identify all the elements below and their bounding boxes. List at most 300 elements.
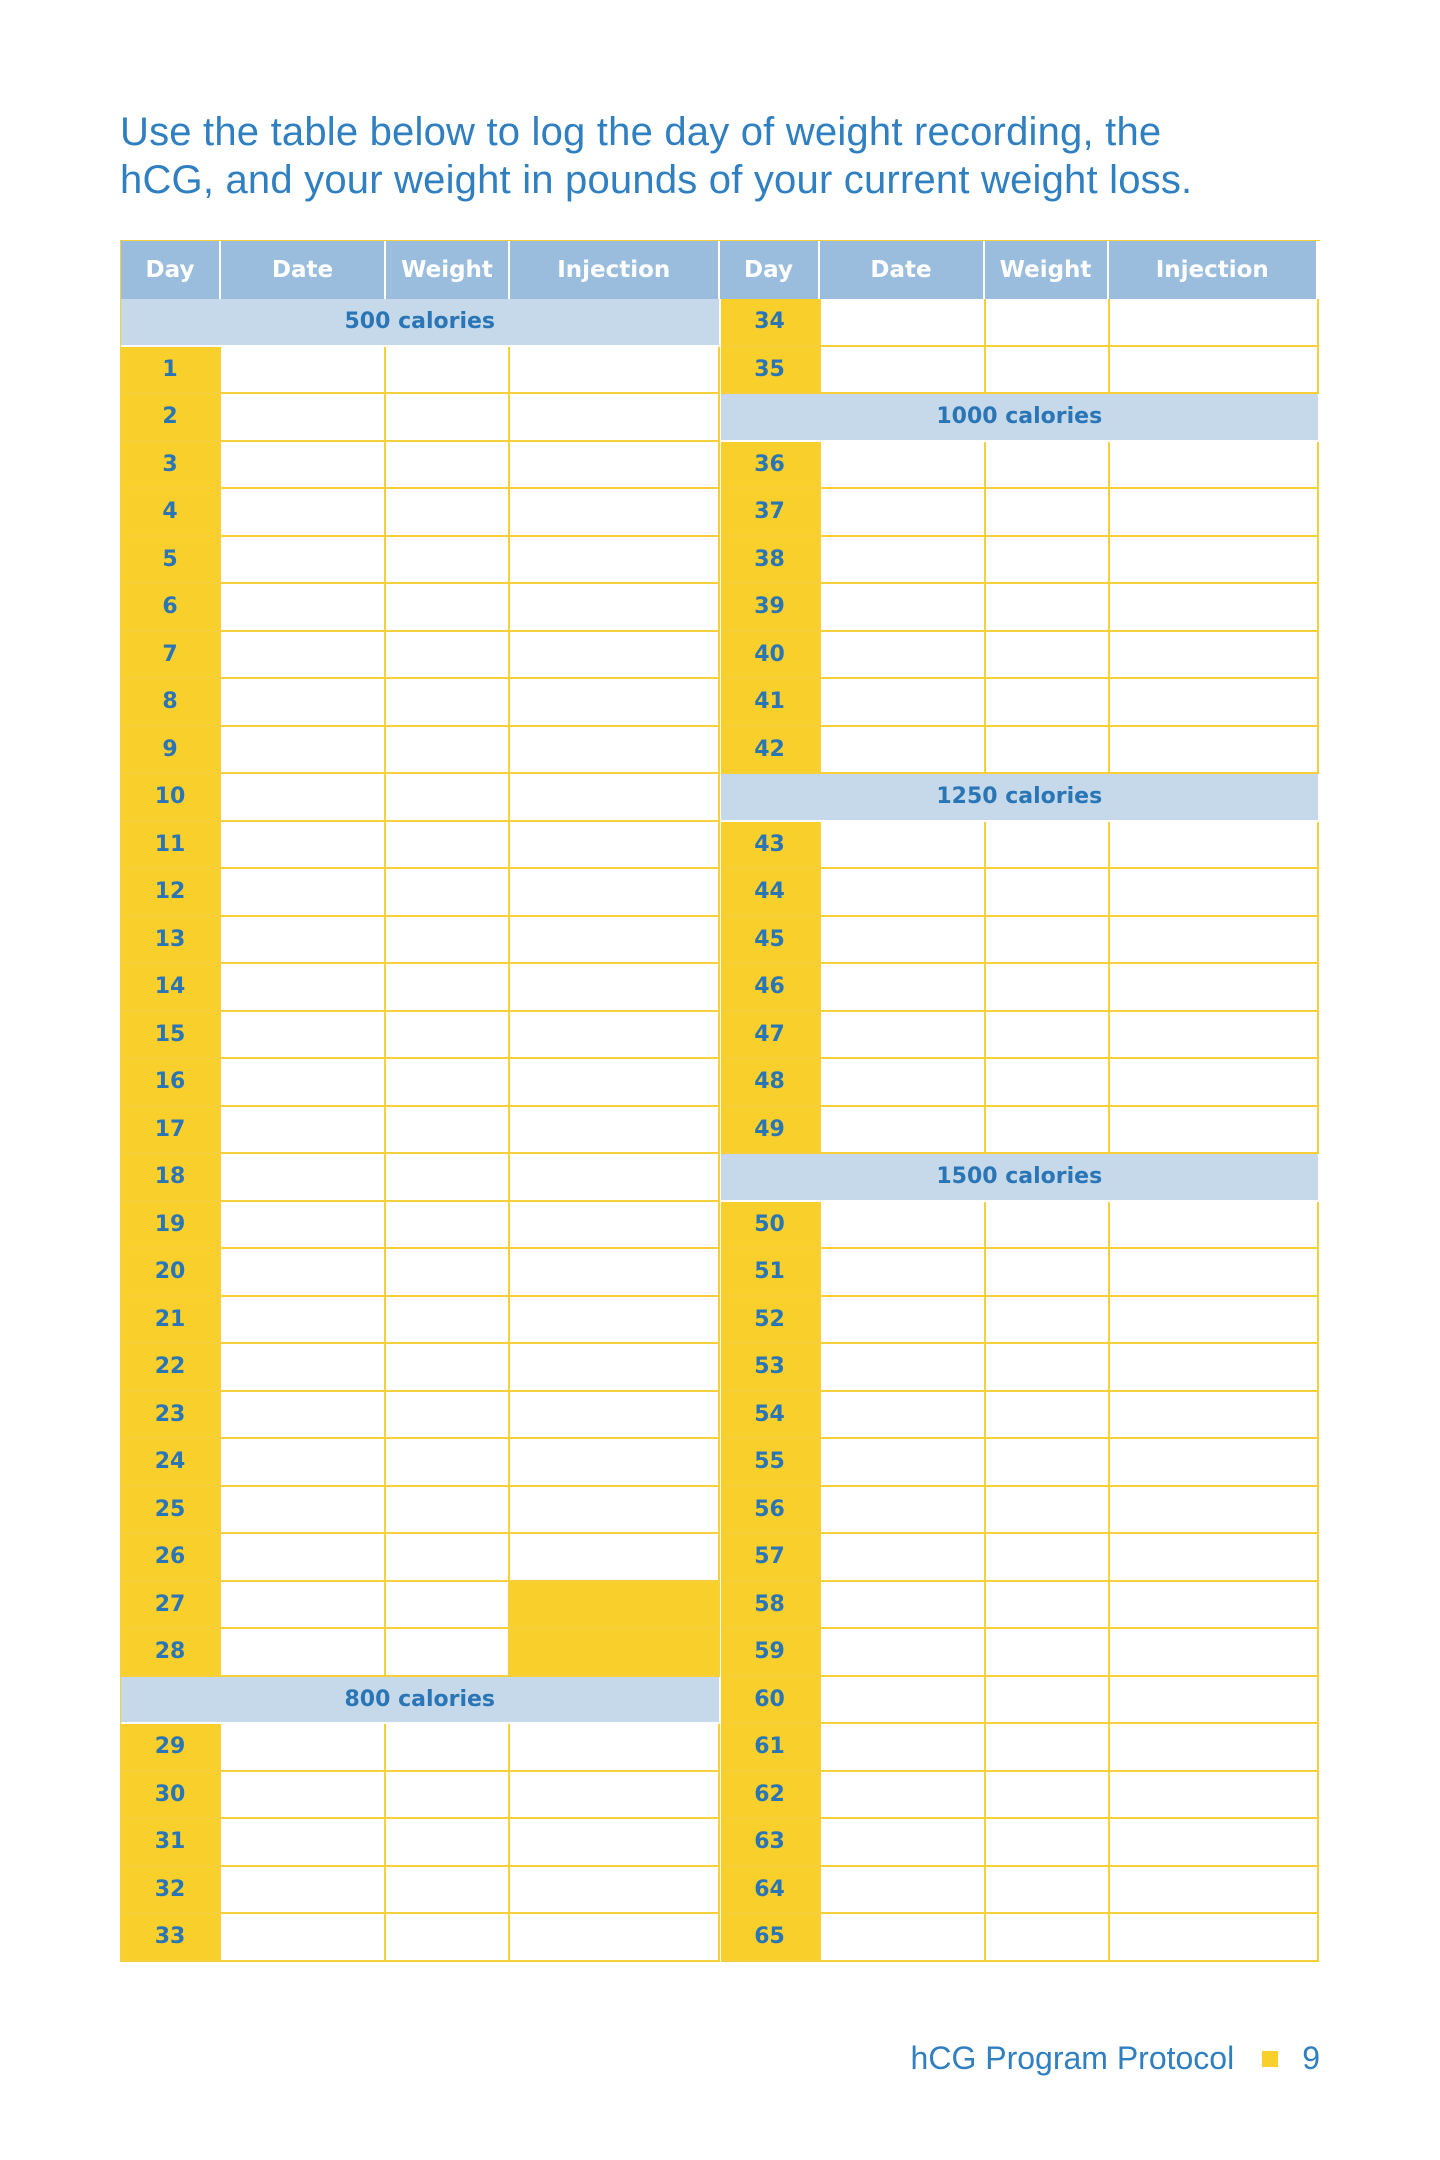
injection-cell[interactable] — [510, 1059, 720, 1107]
weight-cell[interactable] — [386, 442, 510, 490]
date-cell[interactable] — [821, 917, 986, 965]
injection-cell[interactable] — [510, 1344, 720, 1392]
injection-cell[interactable] — [510, 727, 720, 775]
day-number: 13 — [121, 917, 221, 965]
day-number: 54 — [721, 1392, 821, 1440]
injection-cell[interactable] — [1110, 584, 1320, 632]
date-cell[interactable] — [821, 1677, 986, 1725]
table-row — [121, 1724, 1320, 1772]
day-number: 57 — [721, 1534, 821, 1582]
left-half — [121, 394, 721, 442]
day-number: 20 — [121, 1249, 221, 1297]
day-number: 14 — [121, 964, 221, 1012]
right-half — [721, 442, 1321, 490]
date-cell[interactable] — [221, 1914, 386, 1962]
injection-cell[interactable] — [510, 1154, 720, 1202]
right-half — [721, 1202, 1321, 1250]
left-half — [121, 1154, 721, 1202]
weight-cell[interactable] — [986, 1487, 1110, 1535]
date-cell[interactable] — [221, 537, 386, 585]
weight-cell[interactable] — [386, 1392, 510, 1440]
table-row — [121, 1249, 1320, 1297]
day-number: 11 — [121, 822, 221, 870]
left-half — [121, 679, 721, 727]
date-cell[interactable] — [821, 1059, 986, 1107]
weight-cell[interactable] — [986, 727, 1110, 775]
weight-cell[interactable] — [986, 1344, 1110, 1392]
date-cell[interactable] — [221, 822, 386, 870]
weight-cell[interactable] — [986, 679, 1110, 727]
left-half — [121, 964, 721, 1012]
weight-cell[interactable] — [386, 1629, 510, 1677]
weight-cell[interactable] — [986, 1582, 1110, 1630]
weight-cell[interactable] — [986, 537, 1110, 585]
day-number: 40 — [721, 632, 821, 680]
injection-cell[interactable] — [510, 1202, 720, 1250]
left-half — [121, 1724, 721, 1772]
date-cell[interactable] — [221, 1392, 386, 1440]
injection-cell[interactable] — [1110, 1772, 1320, 1820]
date-cell[interactable] — [821, 347, 986, 395]
day-number: 7 — [121, 632, 221, 680]
weight-cell[interactable] — [986, 347, 1110, 395]
table-row — [121, 632, 1320, 680]
weight-cell[interactable] — [386, 1107, 510, 1155]
weight-cell[interactable] — [386, 394, 510, 442]
right-half — [721, 774, 1321, 822]
injection-cell[interactable] — [510, 632, 720, 680]
table-row — [121, 1107, 1320, 1155]
right-half — [721, 1249, 1321, 1297]
injection-cell[interactable] — [510, 1012, 720, 1060]
table-row — [121, 1772, 1320, 1820]
injection-cell[interactable] — [510, 774, 720, 822]
injection-cell[interactable] — [510, 1439, 720, 1487]
table-row — [121, 1202, 1320, 1250]
left-half — [121, 1012, 721, 1060]
day-number: 17 — [121, 1107, 221, 1155]
date-cell[interactable] — [821, 632, 986, 680]
weight-cell[interactable] — [986, 1772, 1110, 1820]
injection-cell[interactable] — [1110, 1344, 1320, 1392]
left-half — [121, 632, 721, 680]
weight-cell[interactable] — [386, 1914, 510, 1962]
date-cell[interactable] — [221, 1487, 386, 1535]
day-number: 64 — [721, 1867, 821, 1915]
weight-cell[interactable] — [386, 632, 510, 680]
weight-cell[interactable] — [386, 1202, 510, 1250]
day-number: 22 — [121, 1344, 221, 1392]
date-cell[interactable] — [821, 537, 986, 585]
weight-cell[interactable] — [386, 1534, 510, 1582]
day-number: 47 — [721, 1012, 821, 1060]
left-half — [121, 537, 721, 585]
date-cell[interactable] — [221, 1344, 386, 1392]
date-cell[interactable] — [221, 727, 386, 775]
date-cell[interactable] — [221, 1297, 386, 1345]
date-cell[interactable] — [221, 1867, 386, 1915]
left-half — [121, 822, 721, 870]
calorie-band-label: 1500 calories — [721, 1154, 1321, 1202]
injection-cell[interactable] — [1110, 1012, 1320, 1060]
header-weight-right: Weight — [985, 241, 1109, 299]
date-cell[interactable] — [221, 347, 386, 395]
footer-title: hCG Program Protocol — [910, 2040, 1235, 2076]
weight-cell[interactable] — [986, 1867, 1110, 1915]
weight-cell[interactable] — [986, 1439, 1110, 1487]
date-cell[interactable] — [821, 1344, 986, 1392]
day-number: 51 — [721, 1249, 821, 1297]
day-number: 61 — [721, 1724, 821, 1772]
left-half — [121, 1534, 721, 1582]
date-cell[interactable] — [821, 1297, 986, 1345]
date-cell[interactable] — [221, 1249, 386, 1297]
injection-cell[interactable] — [1110, 1059, 1320, 1107]
left-half — [121, 869, 721, 917]
left-half — [121, 1392, 721, 1440]
weight-cell[interactable] — [386, 1297, 510, 1345]
injection-cell[interactable] — [510, 537, 720, 585]
date-cell[interactable] — [821, 869, 986, 917]
date-cell[interactable] — [821, 1914, 986, 1962]
date-cell[interactable] — [221, 1059, 386, 1107]
injection-cell[interactable] — [1110, 1677, 1320, 1725]
table-row — [121, 964, 1320, 1012]
injection-cell[interactable] — [1110, 869, 1320, 917]
date-cell[interactable] — [821, 442, 986, 490]
day-number: 59 — [721, 1629, 821, 1677]
right-half — [721, 299, 1321, 347]
date-cell[interactable] — [821, 489, 986, 537]
weight-cell[interactable] — [386, 1249, 510, 1297]
day-number: 36 — [721, 442, 821, 490]
injection-cell[interactable] — [1110, 1487, 1320, 1535]
date-cell[interactable] — [221, 774, 386, 822]
date-cell[interactable] — [821, 1487, 986, 1535]
weight-cell[interactable] — [986, 869, 1110, 917]
day-number: 19 — [121, 1202, 221, 1250]
day-number: 60 — [721, 1677, 821, 1725]
injection-cell[interactable] — [1110, 537, 1320, 585]
injection-cell[interactable] — [1110, 347, 1320, 395]
weight-cell[interactable] — [986, 822, 1110, 870]
injection-cell[interactable] — [1110, 1867, 1320, 1915]
day-number: 46 — [721, 964, 821, 1012]
injection-cell[interactable] — [1110, 1724, 1320, 1772]
weight-cell[interactable] — [386, 1867, 510, 1915]
date-cell[interactable] — [221, 1819, 386, 1867]
right-half — [721, 584, 1321, 632]
table-row — [121, 1582, 1320, 1630]
day-number: 38 — [721, 537, 821, 585]
weight-cell[interactable] — [386, 1154, 510, 1202]
date-cell[interactable] — [821, 1249, 986, 1297]
day-number: 2 — [121, 394, 221, 442]
weight-cell[interactable] — [386, 1487, 510, 1535]
injection-cell[interactable] — [510, 1629, 720, 1677]
injection-cell[interactable] — [510, 1582, 720, 1630]
date-cell[interactable] — [221, 1772, 386, 1820]
day-number: 25 — [121, 1487, 221, 1535]
right-half — [721, 489, 1321, 537]
date-cell[interactable] — [821, 1819, 986, 1867]
date-cell[interactable] — [821, 584, 986, 632]
injection-cell[interactable] — [510, 1772, 720, 1820]
day-number: 62 — [721, 1772, 821, 1820]
injection-cell[interactable] — [510, 869, 720, 917]
header-date-right: Date — [820, 241, 985, 299]
right-half — [721, 1059, 1321, 1107]
weight-cell[interactable] — [386, 1819, 510, 1867]
table-row — [121, 1677, 1320, 1725]
table-row — [121, 489, 1320, 537]
weight-cell[interactable] — [386, 774, 510, 822]
date-cell[interactable] — [821, 1439, 986, 1487]
injection-cell[interactable] — [510, 1392, 720, 1440]
injection-cell[interactable] — [510, 917, 720, 965]
date-cell[interactable] — [821, 299, 986, 347]
injection-cell[interactable] — [1110, 1582, 1320, 1630]
right-half — [721, 1724, 1321, 1772]
day-number: 1 — [121, 347, 221, 395]
weight-cell[interactable] — [986, 489, 1110, 537]
table-row — [121, 1629, 1320, 1677]
date-cell[interactable] — [221, 964, 386, 1012]
weight-cell[interactable] — [386, 964, 510, 1012]
right-half — [721, 1819, 1321, 1867]
date-cell[interactable] — [221, 869, 386, 917]
right-half — [721, 869, 1321, 917]
date-cell[interactable] — [221, 1724, 386, 1772]
weight-cell[interactable] — [986, 1677, 1110, 1725]
date-cell[interactable] — [821, 1012, 986, 1060]
injection-cell[interactable] — [510, 1724, 720, 1772]
injection-cell[interactable] — [1110, 679, 1320, 727]
weight-cell[interactable] — [386, 1344, 510, 1392]
header-weight-left: Weight — [386, 241, 510, 299]
day-number: 16 — [121, 1059, 221, 1107]
weight-cell[interactable] — [986, 632, 1110, 680]
injection-cell[interactable] — [510, 1487, 720, 1535]
weight-cell[interactable] — [986, 1724, 1110, 1772]
date-cell[interactable] — [221, 1107, 386, 1155]
injection-cell[interactable] — [1110, 1202, 1320, 1250]
injection-cell[interactable] — [1110, 1107, 1320, 1155]
left-half — [121, 1249, 721, 1297]
table-row — [121, 679, 1320, 727]
left-half — [121, 1582, 721, 1630]
table-row — [121, 584, 1320, 632]
injection-cell[interactable] — [1110, 727, 1320, 775]
day-number: 37 — [721, 489, 821, 537]
right-half — [721, 537, 1321, 585]
weight-cell[interactable] — [386, 1772, 510, 1820]
date-cell[interactable] — [221, 1154, 386, 1202]
day-number: 3 — [121, 442, 221, 490]
day-number: 8 — [121, 679, 221, 727]
date-cell[interactable] — [821, 1582, 986, 1630]
day-number: 52 — [721, 1297, 821, 1345]
header-day-left: Day — [121, 241, 221, 299]
page-footer — [911, 2040, 1320, 2077]
injection-cell[interactable] — [1110, 1819, 1320, 1867]
date-cell[interactable] — [821, 1867, 986, 1915]
weight-cell[interactable] — [986, 299, 1110, 347]
day-number: 42 — [721, 727, 821, 775]
date-cell[interactable] — [221, 1202, 386, 1250]
date-cell[interactable] — [221, 1534, 386, 1582]
weight-cell[interactable] — [386, 489, 510, 537]
date-cell[interactable] — [821, 822, 986, 870]
weight-cell[interactable] — [386, 727, 510, 775]
left-half — [121, 1297, 721, 1345]
right-half — [721, 394, 1321, 442]
date-cell[interactable] — [821, 1534, 986, 1582]
weight-cell[interactable] — [386, 1724, 510, 1772]
left-half — [121, 442, 721, 490]
injection-cell[interactable] — [1110, 1534, 1320, 1582]
date-cell[interactable] — [221, 1439, 386, 1487]
injection-cell[interactable] — [510, 1107, 720, 1155]
left-half — [121, 347, 721, 395]
weight-cell[interactable] — [386, 917, 510, 965]
weight-cell[interactable] — [386, 1439, 510, 1487]
injection-cell[interactable] — [510, 1249, 720, 1297]
injection-cell[interactable] — [1110, 1914, 1320, 1962]
injection-cell[interactable] — [1110, 917, 1320, 965]
right-half — [721, 917, 1321, 965]
table-row — [121, 537, 1320, 585]
injection-cell[interactable] — [1110, 964, 1320, 1012]
injection-cell[interactable] — [1110, 1249, 1320, 1297]
injection-cell[interactable] — [510, 442, 720, 490]
left-half — [121, 299, 721, 347]
injection-cell[interactable] — [510, 1297, 720, 1345]
date-cell[interactable] — [221, 1629, 386, 1677]
table-row — [121, 347, 1320, 395]
injection-cell[interactable] — [1110, 1439, 1320, 1487]
weight-cell[interactable] — [986, 1249, 1110, 1297]
weight-cell[interactable] — [986, 442, 1110, 490]
weight-cell[interactable] — [386, 869, 510, 917]
weight-cell[interactable] — [986, 964, 1110, 1012]
date-cell[interactable] — [821, 679, 986, 727]
table-row — [121, 1012, 1320, 1060]
injection-cell[interactable] — [510, 1819, 720, 1867]
weight-cell[interactable] — [986, 1012, 1110, 1060]
calorie-band-label: 500 calories — [121, 299, 721, 347]
injection-cell[interactable] — [510, 347, 720, 395]
weight-cell[interactable] — [386, 584, 510, 632]
left-half — [121, 1487, 721, 1535]
day-number: 43 — [721, 822, 821, 870]
weight-cell[interactable] — [386, 679, 510, 727]
day-number: 24 — [121, 1439, 221, 1487]
day-number: 49 — [721, 1107, 821, 1155]
day-number: 39 — [721, 584, 821, 632]
injection-cell[interactable] — [510, 1867, 720, 1915]
weight-cell[interactable] — [986, 917, 1110, 965]
header-day-right: Day — [720, 241, 820, 299]
date-cell[interactable] — [221, 394, 386, 442]
date-cell[interactable] — [821, 1772, 986, 1820]
date-cell[interactable] — [821, 1202, 986, 1250]
injection-cell[interactable] — [510, 1914, 720, 1962]
weight-cell[interactable] — [386, 347, 510, 395]
injection-cell[interactable] — [510, 489, 720, 537]
weight-cell[interactable] — [986, 1629, 1110, 1677]
weight-cell[interactable] — [986, 1914, 1110, 1962]
date-cell[interactable] — [221, 584, 386, 632]
date-cell[interactable] — [821, 1724, 986, 1772]
injection-cell[interactable] — [510, 584, 720, 632]
weight-cell[interactable] — [986, 1059, 1110, 1107]
weight-cell[interactable] — [986, 1202, 1110, 1250]
right-half — [721, 1344, 1321, 1392]
weight-cell[interactable] — [986, 1392, 1110, 1440]
date-cell[interactable] — [821, 1629, 986, 1677]
left-half — [121, 1059, 721, 1107]
right-half — [721, 1867, 1321, 1915]
weight-cell[interactable] — [386, 537, 510, 585]
date-cell[interactable] — [821, 1107, 986, 1155]
day-number: 53 — [721, 1344, 821, 1392]
weight-cell[interactable] — [386, 822, 510, 870]
weight-cell[interactable] — [386, 1012, 510, 1060]
injection-cell[interactable] — [510, 679, 720, 727]
weight-cell[interactable] — [986, 584, 1110, 632]
date-cell[interactable] — [821, 727, 986, 775]
table-row — [121, 1819, 1320, 1867]
date-cell[interactable] — [221, 1582, 386, 1630]
weight-cell[interactable] — [986, 1534, 1110, 1582]
injection-cell[interactable] — [510, 394, 720, 442]
weight-cell[interactable] — [386, 1059, 510, 1107]
weight-cell[interactable] — [986, 1819, 1110, 1867]
injection-cell[interactable] — [1110, 632, 1320, 680]
table-row — [121, 917, 1320, 965]
yellow-square-icon — [1262, 2051, 1278, 2067]
day-number: 30 — [121, 1772, 221, 1820]
weight-cell[interactable] — [986, 1107, 1110, 1155]
weight-cell[interactable] — [986, 1297, 1110, 1345]
injection-cell[interactable] — [1110, 1297, 1320, 1345]
table-row — [121, 727, 1320, 775]
weight-cell[interactable] — [386, 1582, 510, 1630]
date-cell[interactable] — [221, 917, 386, 965]
date-cell[interactable] — [821, 964, 986, 1012]
weight-log-table — [120, 240, 1320, 1962]
injection-cell[interactable] — [510, 1534, 720, 1582]
injection-cell[interactable] — [1110, 1392, 1320, 1440]
table-row — [121, 1439, 1320, 1487]
injection-cell[interactable] — [1110, 299, 1320, 347]
injection-cell[interactable] — [1110, 489, 1320, 537]
date-cell[interactable] — [821, 1392, 986, 1440]
injection-cell[interactable] — [1110, 822, 1320, 870]
date-cell[interactable] — [221, 1012, 386, 1060]
left-half — [121, 1107, 721, 1155]
date-cell[interactable] — [221, 679, 386, 727]
table-row — [121, 1914, 1320, 1962]
date-cell[interactable] — [221, 489, 386, 537]
injection-cell[interactable] — [510, 822, 720, 870]
injection-cell[interactable] — [510, 964, 720, 1012]
injection-cell[interactable] — [1110, 442, 1320, 490]
date-cell[interactable] — [221, 632, 386, 680]
injection-cell[interactable] — [1110, 1629, 1320, 1677]
date-cell[interactable] — [221, 442, 386, 490]
